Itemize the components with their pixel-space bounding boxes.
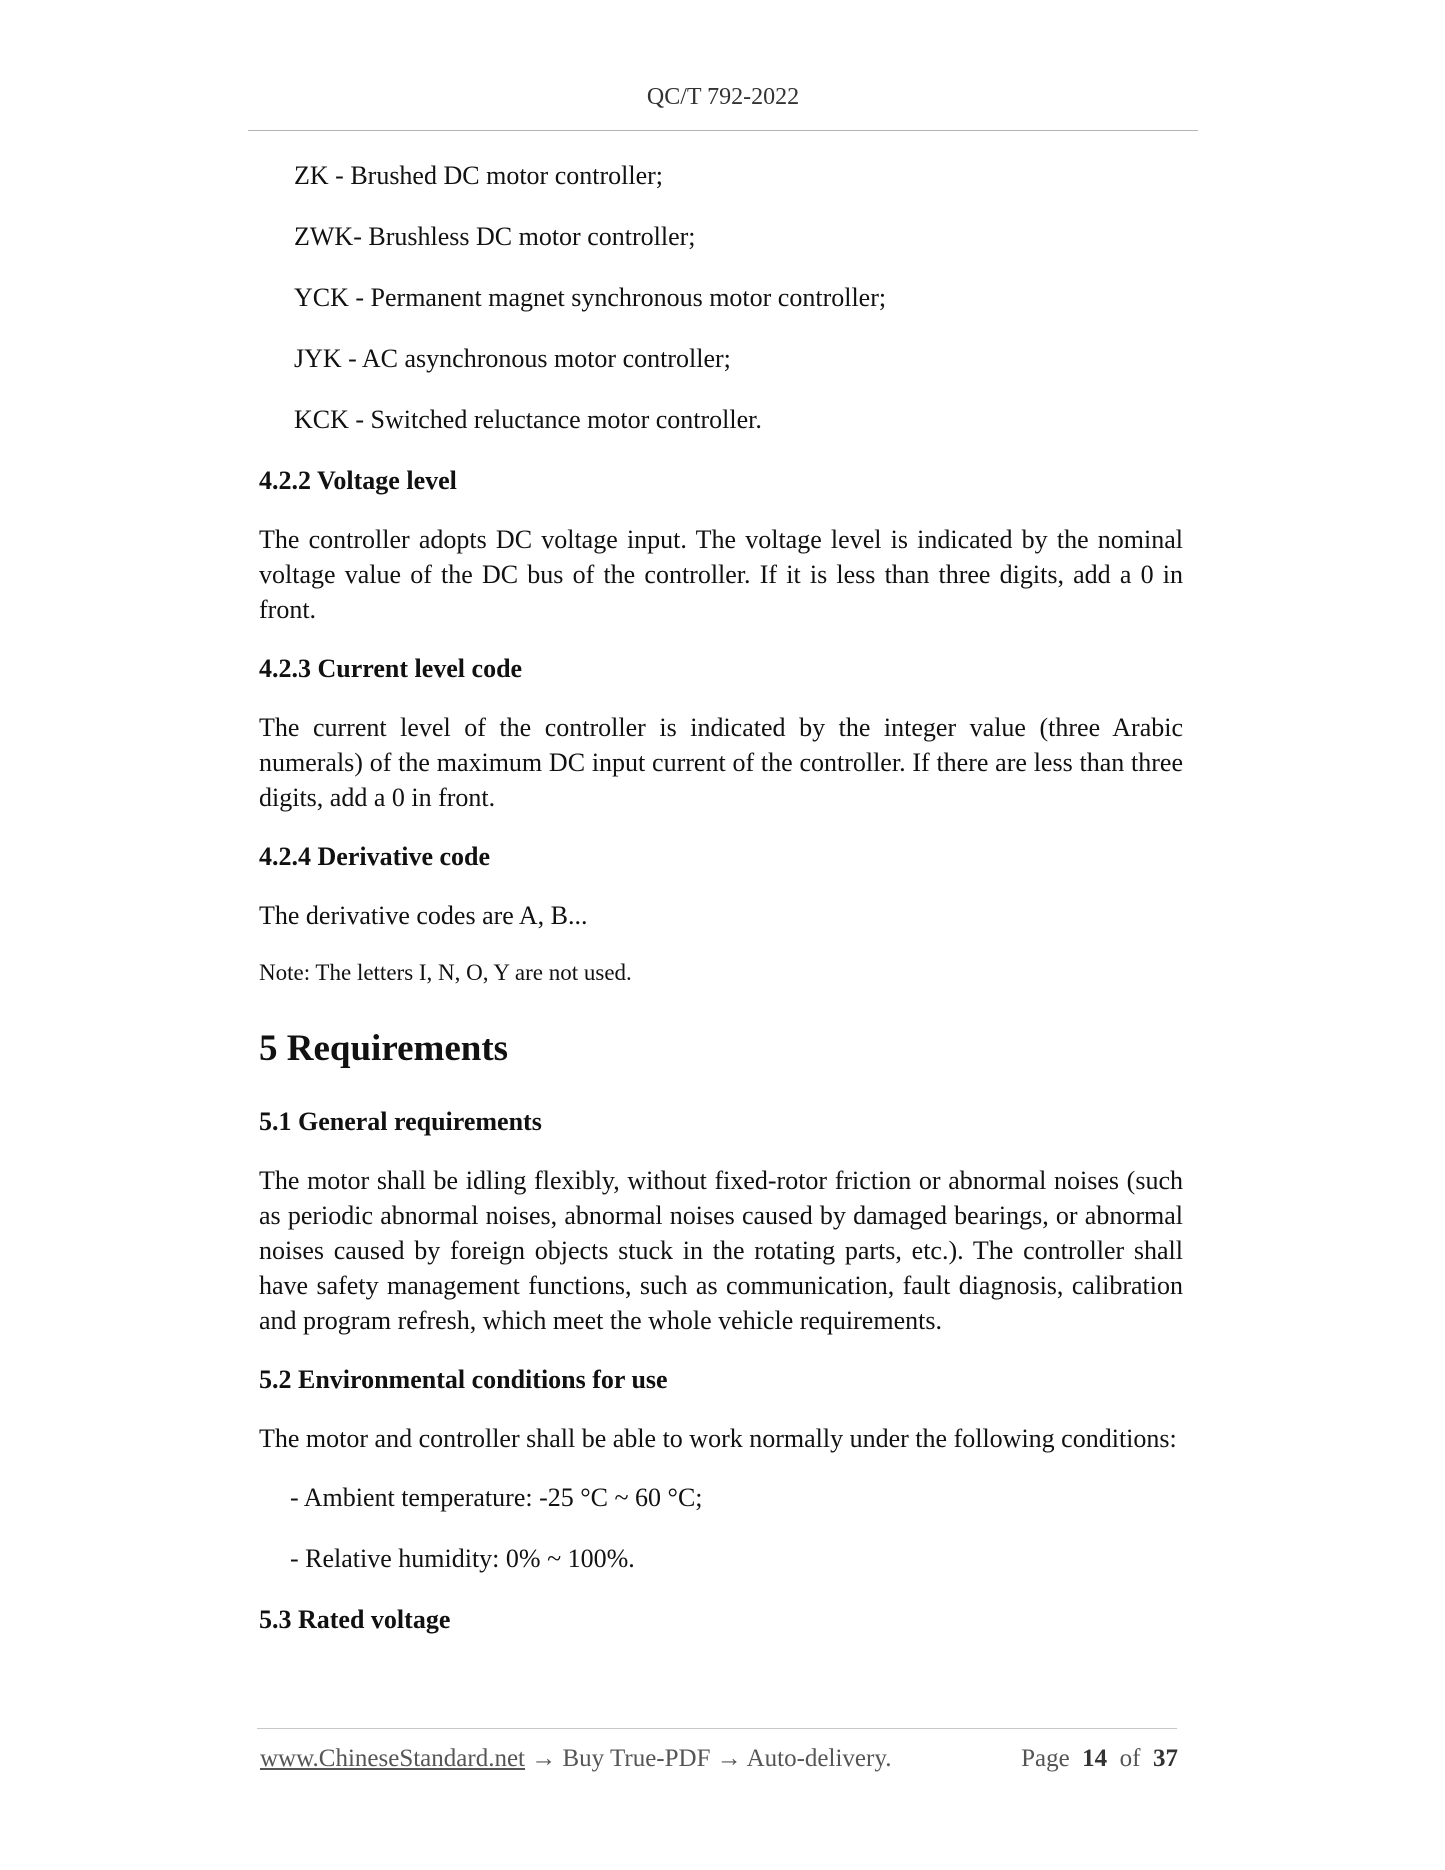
buy-pdf-text: Buy True-PDF xyxy=(562,1745,711,1772)
footer-left xyxy=(260,1745,891,1773)
section-text-5-2: The motor and controller shall be able to work normally under the following conditions: xyxy=(259,1424,1177,1453)
page-footer xyxy=(260,1745,1178,1773)
section-heading-5-1: 5.1 General requirements xyxy=(259,1107,542,1136)
arrow-right-icon: → xyxy=(531,1745,557,1772)
section-heading-4-2-2: 4.2.2 Voltage level xyxy=(259,466,457,495)
section-text-4-2-4: The derivative codes are A, B... xyxy=(259,901,588,930)
type-code-item: YCK - Permanent magnet synchronous motor controller; xyxy=(294,283,887,312)
type-code-item: ZWK- Brushless DC motor controller; xyxy=(294,222,696,251)
page-number xyxy=(1021,1745,1178,1773)
page-current: 14 xyxy=(1082,1745,1108,1772)
page-total: 37 xyxy=(1153,1745,1178,1772)
section-heading-5-2: 5.2 Environmental conditions for use xyxy=(259,1365,668,1394)
website-link[interactable]: www.ChineseStandard.net xyxy=(260,1745,525,1772)
section-text-5-1: The motor shall be idling flexibly, without fixed-rotor friction or abnormal noises (such as periodic abnormal noises, abnormal noises caused by damaged bearings, or abnormal noises caused by foreign objects stuck in the rotating parts, etc.). The controller shall have safety management functions, such as communication, fault diagnosis, calibration and program refresh, which meet the whole vehicle requirements. xyxy=(259,1166,1183,1335)
section-text-4-2-3: The current level of the controller is indicated by the integer value (three Arabic numerals) of the maximum DC input current of the controller. If there are less than three digits, add a 0 in front. xyxy=(259,713,1183,812)
type-code-item: JYK - AC asynchronous motor controller; xyxy=(294,344,731,373)
footer-divider xyxy=(257,1728,1177,1729)
running-header: QC/T 792-2022 xyxy=(646,84,800,110)
condition-item: - Ambient temperature: -25 °C ~ 60 °C; xyxy=(290,1483,703,1512)
arrow-right-icon: → xyxy=(716,1745,742,1772)
section-heading-4-2-4: 4.2.4 Derivative code xyxy=(259,842,491,871)
section-heading-4-2-3: 4.2.3 Current level code xyxy=(259,654,523,683)
page-label: Page xyxy=(1021,1745,1070,1772)
condition-item: - Relative humidity: 0% ~ 100%. xyxy=(290,1544,635,1573)
chapter-heading-5: 5 Requirements xyxy=(259,1028,509,1069)
auto-delivery-text: Auto-delivery. xyxy=(746,1745,892,1772)
section-heading-5-3: 5.3 Rated voltage xyxy=(259,1605,451,1634)
page-content xyxy=(259,158,1183,1661)
section-text-4-2-2: The controller adopts DC voltage input. The voltage level is indicated by the nominal voltage value of the DC bus of the controller. If it is less than three digits, add a 0 in front. xyxy=(259,525,1183,624)
page-of: of xyxy=(1119,1745,1141,1772)
type-code-item: ZK - Brushed DC motor controller; xyxy=(294,161,663,190)
note: Note: The letters I, N, O, Y are not used. xyxy=(259,960,632,985)
type-code-item: KCK - Switched reluctance motor controller. xyxy=(294,405,762,434)
header-divider xyxy=(248,130,1198,131)
